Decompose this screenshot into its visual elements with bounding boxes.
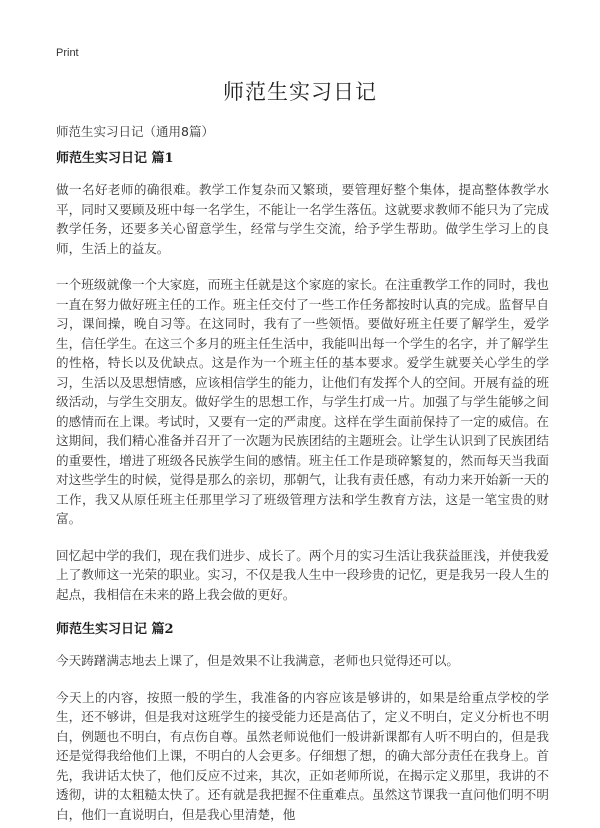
document-content bbox=[56, 150, 549, 828]
paragraph: 今天上的内容，按照一般的学生，我准备的内容应该是够讲的，如果是给重点学校的学生，还不够讲，但是我对这班学生的接受能力还是高估了，定义不明白，定义分析也不明白，例题也不明白，有点伤自尊。虽然老师说他们一般讲新课都有人听不明白的，但是我还是觉得我给他们上课，不明白的人会更多。仔细想了想，的确大部分责任在我身上。首先，我讲话太快了，他们反应不过来，其次，正如老师所说，在揭示定义那里，我讲的不透彻，讲的太粗糙太快了。还有就是我把握不住重难点。虽然这节课我一直问他们明不明白，他们一直说明白，但是我心里清楚，他 bbox=[56, 689, 549, 822]
section-1 bbox=[56, 150, 549, 604]
paragraph: 回忆起中学的我们，现在我们进步、成长了。两个月的实习生活让我获益匪浅，并使我爱上了教师这一光荣的职业。实习，不仅是我人生中一段珍贵的记忆，更是我另一段人生的起点，我相信在未来的路上我会做的更好。 bbox=[56, 547, 549, 602]
section-heading: 师范生实习日记 篇1 bbox=[56, 151, 174, 166]
section-heading: 师范生实习日记 篇2 bbox=[56, 622, 174, 637]
paragraph: 做一名好老师的确很难。教学工作复杂而又繁琐，要管理好整个集体，提高整体教学水平，同时又要顾及班中每一名学生，不能让一名学生落伍。这就要求教师不能只为了完成教学任务，还要多关心留意学生，经常与学生交流，给予学生帮助。做学生学习上的良师，生活上的益友。 bbox=[56, 182, 549, 256]
paragraph: 一个班级就像一个大家庭，而班主任就是这个家庭的家长。在注重教学工作的同时，我也一直在努力做好班主任的工作。班主任交付了一些工作任务都按时认真的完成。监督早自习，课间操，晚自习等。在这同时，我有了一些领悟。要做好班主任要了解学生，爱学生，信任学生。在这三个多月的班主任生活中，我能叫出每一个学生的名字，并了解学生的性格，特长以及优缺点。这是作为一个班主任的基本要求。爱学生就要关心学生的学习，生活以及思想情感，应该相信学生的能力，让他们有发挥个人的空间。开展有益的班级活动，与学生交朋友。做好学生的思想工作，与学生打成一片。加强了与学生能够之间的感情而在上课。考试时，又要有一定的严肃度。这样在学生面前保持了一定的威信。在这期间，我们精心准备并召开了一次题为民族团结的主题班会。让学生认识到了民族团结的重要性，增进了班级各民族学生间的感情。班主任工作是琐碎繁复的，然而每天当我面对这些学生的时候，觉得是那么的亲切，那朝气，让我有责任感，有动力来开始新一天的工作，我又从原任班主任那里学习了班级管理方法和学生教育方法，这是一笔宝贵的财富。 bbox=[56, 277, 549, 526]
section-2 bbox=[56, 621, 549, 824]
print-link[interactable]: Print bbox=[56, 47, 79, 59]
document-subtitle: 师范生实习日记（通用8篇） bbox=[56, 124, 214, 139]
page-title: 师范生实习日记 bbox=[223, 80, 377, 104]
paragraph: 今天踌躇满志地去上课了，但是效果不让我满意，老师也只觉得还可以。 bbox=[56, 653, 459, 668]
